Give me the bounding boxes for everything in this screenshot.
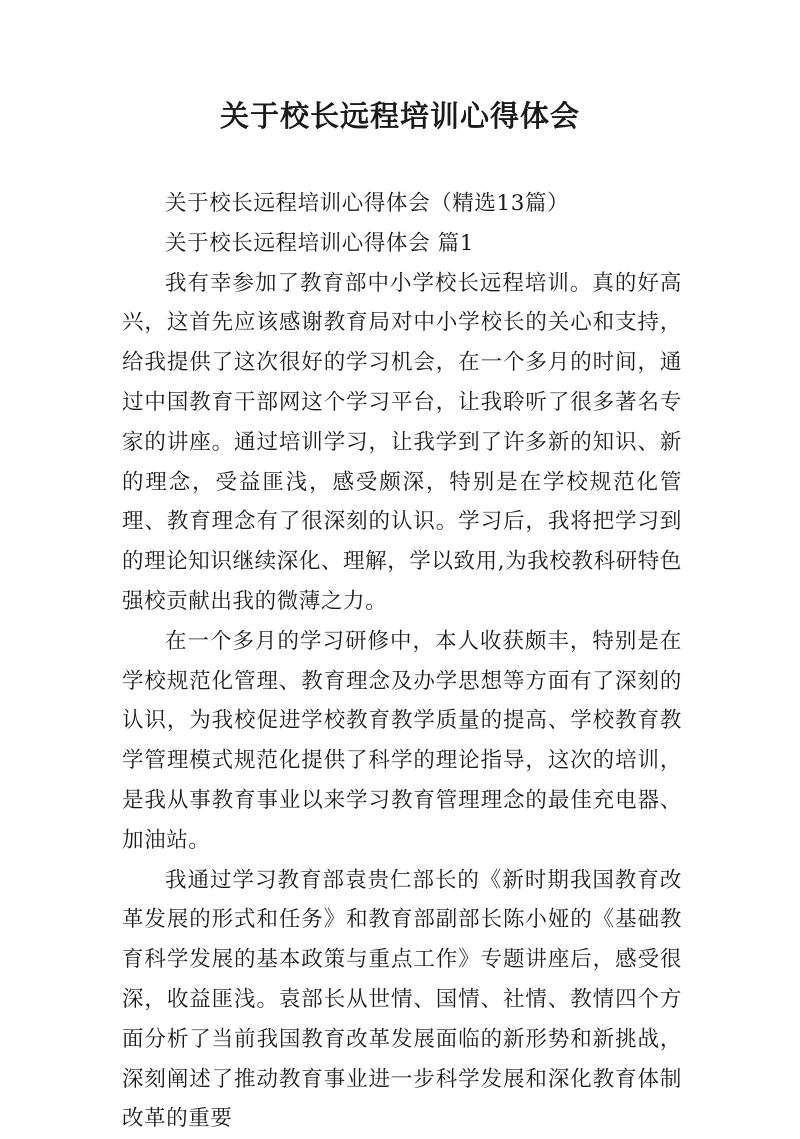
body-paragraph: 我有幸参加了教育部中小学校长远程培训。真的好高兴，这首先应该感谢教育局对中小学校长的关心和支持，给我提供了这次很好的学习机会，在一个多月的时间，通过中国教育干部网这个学习平台，让我聆听了很多著名专家的讲座。通过培训学习，让我学到了许多新的知识、新的理念，受益匪浅，感受颇深，特别是在学校规范化管理、教育理念有了很深刻的认识。学习后，我将把学习到的理论知识继续深化、理解，学以致用,为我校教科研特色强校贡献出我的微薄之力。 <box>122 270 682 614</box>
body-paragraph: 我通过学习教育部袁贵仁部长的《新时期我国教育改革发展的形式和任务》和教育部副部长陈小娅的《基础教育科学发展的基本政策与重点工作》专题讲座后，感受很深，收益匪浅。袁部长从世情、国情、社情、教情四个方面分析了当前我国教育改革发展面临的新形势和新挑战，深刻阐述了推动教育事业进一步科学发展和深化教育体制改革的重要 <box>122 867 682 1132</box>
document-title: 关于校长远程培训心得体会 <box>219 99 580 133</box>
document-body <box>122 184 682 1139</box>
section-heading: 关于校长远程培训心得体会 篇1 <box>165 230 475 256</box>
body-paragraph: 在一个多月的学习研修中，本人收获颇丰，特别是在学校规范化管理、教育理念及办学思想等方面有了深刻的认识，为我校促进学校教育教学质量的提高、学校教育教学管理模式规范化提供了科学的理论指导，这次的培训，是我从事教育事业以来学习教育管理理念的最佳充电器、加油站。 <box>122 628 682 853</box>
subtitle-paragraph: 关于校长远程培训心得体会（精选13篇） <box>165 191 570 216</box>
